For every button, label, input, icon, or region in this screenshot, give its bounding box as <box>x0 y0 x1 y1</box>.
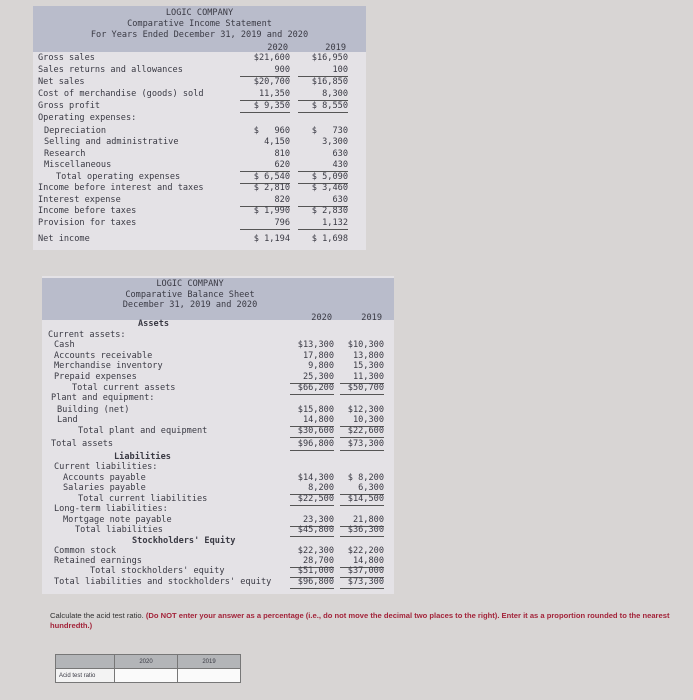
row-label: Plant and equipment: <box>51 393 155 403</box>
row-label: Merchandise inventory <box>54 361 163 371</box>
value-2019: $ 2,830 <box>311 206 348 216</box>
value-2019: $16,950 <box>311 53 348 63</box>
value-2019: $ 8,550 <box>298 101 348 113</box>
value-2020: $ 2,810 <box>253 183 290 193</box>
row-label: Income before taxes <box>38 206 137 216</box>
row-label: Stockholders' Equity <box>132 536 236 546</box>
income-title: LOGIC COMPANY <box>165 8 234 18</box>
row-label: Retained earnings <box>54 556 142 566</box>
value-2020: $96,800 <box>290 577 334 589</box>
question-prompt <box>50 611 693 631</box>
row-label: Accounts receivable <box>54 351 153 361</box>
value-2019: 15,300 <box>352 361 384 371</box>
value-2019: 14,800 <box>340 556 384 568</box>
value-2020: 23,300 <box>290 515 334 527</box>
income-period: For Years Ended December 31, 2019 and 2020 <box>90 30 309 40</box>
value-2019: 21,800 <box>340 515 384 527</box>
row-label: Land <box>57 415 78 425</box>
balance-year-2019: 2019 <box>361 313 382 323</box>
row-label: Common stock <box>54 546 117 556</box>
value-2020: 17,800 <box>302 351 334 361</box>
row-label: Total liabilities and stockholders' equity <box>54 577 272 587</box>
row-label: Net sales <box>38 77 85 87</box>
value-2019: $73,300 <box>340 439 384 451</box>
value-2019: 8,300 <box>298 89 348 101</box>
value-2019: 3,300 <box>322 137 348 147</box>
answer-header-2019: 2019 <box>178 655 241 669</box>
question-text: Calculate the acid test ratio. <box>50 611 144 620</box>
value-2019: $ 1,698 <box>311 234 348 244</box>
row-label: Gross sales <box>38 53 95 63</box>
value-2020: 900 <box>240 65 290 77</box>
question-instruction: (Do NOT enter your answer as a percentage (i.e., do not move the decimal two places to the right). Enter it as a proportion rounded to the nearest hundredth.) <box>50 611 670 630</box>
value-2020: $14,300 <box>297 473 334 483</box>
row-label: Provision for taxes <box>38 218 137 228</box>
row-label: Total liabilities <box>75 525 163 535</box>
value-2020: 9,800 <box>308 361 334 371</box>
answer-row-label: Acid test ratio <box>56 669 115 683</box>
value-2019: 100 <box>298 65 348 77</box>
row-label: Gross profit <box>38 101 101 111</box>
value-2019: 630 <box>298 195 348 207</box>
income-subtitle: Comparative Income Statement <box>127 19 272 29</box>
value-2019: 10,300 <box>340 415 384 427</box>
value-2020: $ 1,194 <box>253 234 290 244</box>
value-2019: 11,300 <box>340 372 384 384</box>
row-label: Building (net) <box>57 405 130 415</box>
row-label: Sales returns and allowances <box>38 65 183 75</box>
row-label: Income before interest and taxes <box>38 183 204 193</box>
value-2019: 6,300 <box>340 483 384 495</box>
value-2020: 796 <box>240 218 290 230</box>
acid-test-2019-input[interactable] <box>178 669 241 683</box>
row-label: Operating expenses: <box>38 113 137 123</box>
value-2019: $ 8,200 <box>347 473 384 483</box>
value-2019: $ 730 <box>311 126 348 136</box>
value-2019: $50,700 <box>340 383 384 395</box>
value-2020: $45,800 <box>290 525 334 537</box>
balance-year-2020: 2020 <box>311 313 332 323</box>
row-label: Accounts payable <box>63 473 146 483</box>
value-2020: $ 1,990 <box>253 206 290 216</box>
value-2020: $96,800 <box>290 439 334 451</box>
value-2019: $16,850 <box>311 77 348 87</box>
balance-subtitle: Comparative Balance Sheet <box>125 290 255 300</box>
value-2020: 8,200 <box>290 483 334 495</box>
income-year-2019: 2019 <box>325 43 346 53</box>
value-2019: $12,300 <box>347 405 384 415</box>
value-2019: $22,200 <box>347 546 384 556</box>
value-2020: 4,150 <box>264 137 290 147</box>
row-label: Long-term liabilities: <box>54 504 168 514</box>
value-2019: 630 <box>332 149 348 159</box>
value-2020: $66,200 <box>290 383 334 395</box>
row-label: Prepaid expenses <box>54 372 137 382</box>
row-label: Salaries payable <box>63 483 146 493</box>
row-label: Mortgage note payable <box>63 515 172 525</box>
value-2020: 14,800 <box>290 415 334 427</box>
acid-test-2020-input[interactable] <box>115 669 178 683</box>
value-2020: 620 <box>240 160 290 172</box>
value-2019: $14,500 <box>340 494 384 506</box>
row-label: Current liabilities: <box>54 462 158 472</box>
answer-table <box>55 654 241 683</box>
income-year-2020: 2020 <box>267 43 288 53</box>
value-2020: 28,700 <box>290 556 334 568</box>
row-label: Depreciation <box>44 126 107 136</box>
value-2020: 820 <box>240 195 290 207</box>
value-2020: $ 9,350 <box>240 101 290 113</box>
value-2019: $73,300 <box>340 577 384 589</box>
row-label: Interest expense <box>38 195 121 205</box>
row-label: Total current liabilities <box>78 494 208 504</box>
value-2020: $22,500 <box>290 494 334 506</box>
balance-period: December 31, 2019 and 2020 <box>122 300 258 310</box>
value-2019: 430 <box>298 160 348 172</box>
value-2019: $ 5,090 <box>298 172 348 184</box>
value-2019: $22,600 <box>340 426 384 438</box>
row-label: Total current assets <box>72 383 176 393</box>
value-2019: $ 3,460 <box>311 183 348 193</box>
row-label: Liabilities <box>114 452 171 462</box>
row-label: Assets <box>138 319 170 329</box>
row-label: Net income <box>38 234 90 244</box>
answer-header-blank <box>56 655 115 669</box>
value-2020: $15,800 <box>297 405 334 415</box>
row-label: Total plant and equipment <box>78 426 208 436</box>
value-2020: $51,000 <box>290 566 334 578</box>
row-label: Total stockholders' equity <box>90 566 225 576</box>
value-2020: $ 960 <box>253 126 290 136</box>
value-2020: $21,600 <box>253 53 290 63</box>
row-label: Total operating expenses <box>56 172 181 182</box>
row-label: Total assets <box>51 439 114 449</box>
value-2019: $36,300 <box>340 525 384 537</box>
answer-header-2020: 2020 <box>115 655 178 669</box>
row-label: Selling and administrative <box>44 137 179 147</box>
value-2020: $22,300 <box>297 546 334 556</box>
row-label: Research <box>44 149 86 159</box>
value-2020: 11,350 <box>240 89 290 101</box>
value-2019: 13,800 <box>352 351 384 361</box>
value-2020: $20,700 <box>253 77 290 87</box>
row-label: Cost of merchandise (goods) sold <box>38 89 204 99</box>
value-2020: $30,600 <box>290 426 334 438</box>
row-label: Current assets: <box>48 330 126 340</box>
value-2019: $10,300 <box>347 340 384 350</box>
value-2019: $37,000 <box>340 566 384 578</box>
row-label: Miscellaneous <box>44 160 112 170</box>
value-2019: 1,132 <box>298 218 348 230</box>
value-2020: $13,300 <box>297 340 334 350</box>
value-2020: 810 <box>274 149 290 159</box>
value-2020: $ 6,540 <box>240 172 290 184</box>
balance-title: LOGIC COMPANY <box>156 279 224 289</box>
row-label: Cash <box>54 340 75 350</box>
value-2020: 25,300 <box>290 372 334 384</box>
